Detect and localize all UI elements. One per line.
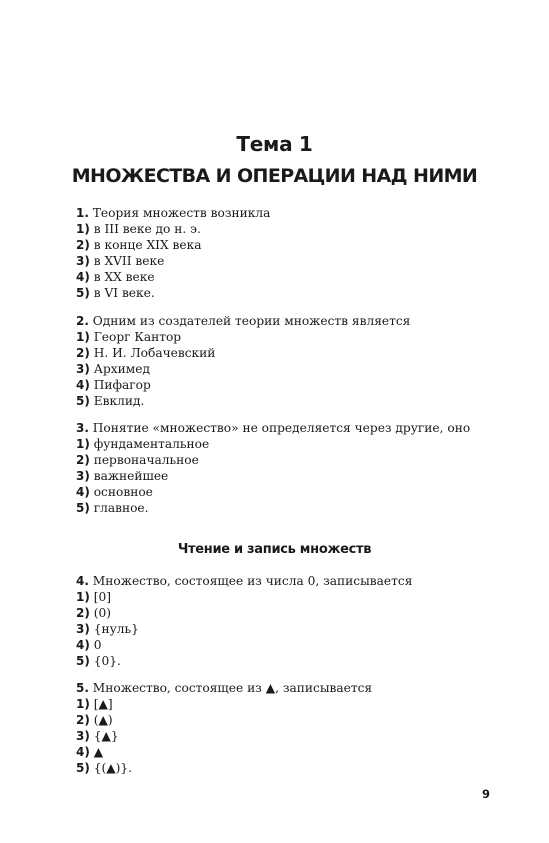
answer-option	[76, 285, 476, 301]
question-text: Множество, состоящее из ▲, записывается	[92, 681, 373, 695]
topic-number: Тема 1	[236, 132, 313, 156]
question-number: 2.	[76, 314, 89, 328]
answer-option	[76, 393, 476, 409]
question-text: Теория множеств возникла	[92, 206, 271, 220]
option-text: {нуль}	[93, 622, 139, 636]
option-text: основное	[93, 485, 153, 499]
answer-option	[76, 221, 476, 237]
option-text: Н. И. Лобачевский	[93, 346, 216, 360]
option-number: 4)	[76, 638, 90, 652]
answer-option	[76, 269, 476, 285]
option-text: первоначальное	[93, 453, 199, 467]
question-number: 3.	[76, 421, 89, 435]
answer-option	[76, 589, 476, 605]
option-text: [0]	[93, 590, 111, 604]
option-text: [▲]	[93, 697, 113, 711]
option-text: Георг Кантор	[93, 330, 182, 344]
answer-option	[76, 436, 476, 452]
answer-option	[76, 760, 476, 776]
option-number: 4)	[76, 378, 90, 392]
option-text: главное.	[93, 501, 149, 515]
question-stem	[76, 205, 476, 221]
option-text: {▲}	[93, 729, 119, 743]
answer-option	[76, 237, 476, 253]
option-text: Архимед	[93, 362, 150, 376]
answer-option	[76, 696, 476, 712]
option-text: {0}.	[93, 654, 121, 668]
option-number: 2)	[76, 606, 90, 620]
answer-option	[76, 361, 476, 377]
option-number: 5)	[76, 654, 90, 668]
option-number: 3)	[76, 622, 90, 636]
option-number: 4)	[76, 485, 90, 499]
question-number: 1.	[76, 206, 89, 220]
option-text: фундаментальное	[93, 437, 210, 451]
answer-option	[76, 345, 476, 361]
option-number: 2)	[76, 453, 90, 467]
question-stem	[76, 420, 476, 436]
option-number: 3)	[76, 254, 90, 268]
answer-option	[76, 712, 476, 728]
option-number: 2)	[76, 238, 90, 252]
section-title: Чтение и запись множеств	[177, 542, 372, 557]
answer-option	[76, 653, 476, 669]
answer-option	[76, 637, 476, 653]
option-number: 1)	[76, 437, 90, 451]
answer-option	[76, 452, 476, 468]
answer-option	[76, 253, 476, 269]
page-number: 9	[482, 787, 491, 801]
answer-option	[76, 744, 476, 760]
answer-option	[76, 484, 476, 500]
option-text: в III веке до н. э.	[93, 222, 201, 236]
option-number: 1)	[76, 222, 90, 236]
question-stem	[76, 313, 476, 329]
option-number: 1)	[76, 590, 90, 604]
question-number: 4.	[76, 574, 89, 588]
option-text: в XX веке	[93, 270, 155, 284]
answer-option	[76, 468, 476, 484]
question-text: Одним из создателей теории множеств является	[92, 314, 411, 328]
question-1	[76, 205, 476, 301]
option-number: 3)	[76, 469, 90, 483]
option-number: 5)	[76, 286, 90, 300]
option-text: Пифагор	[93, 378, 151, 392]
option-number: 5)	[76, 501, 90, 515]
question-number: 5.	[76, 681, 89, 695]
question-text: Множество, состоящее из числа 0, записывается	[92, 574, 413, 588]
question-3	[76, 420, 476, 516]
answer-option	[76, 329, 476, 345]
option-number: 3)	[76, 729, 90, 743]
answer-option	[76, 377, 476, 393]
option-number: 1)	[76, 330, 90, 344]
answer-option	[76, 728, 476, 744]
option-number: 2)	[76, 713, 90, 727]
option-number: 5)	[76, 394, 90, 408]
option-text: {(▲)}.	[93, 761, 132, 775]
question-text: Понятие «множество» не определяется через другие, оно	[92, 421, 471, 435]
answer-option	[76, 621, 476, 637]
option-text: в VI веке.	[93, 286, 155, 300]
option-text: в XVII веке	[93, 254, 165, 268]
option-text: ▲	[93, 745, 104, 759]
option-number: 2)	[76, 346, 90, 360]
option-number: 5)	[76, 761, 90, 775]
option-number: 4)	[76, 270, 90, 284]
question-5	[76, 680, 476, 776]
topic-title: МНОЖЕСТВА И ОПЕРАЦИИ НАД НИМИ	[71, 165, 478, 187]
answer-option	[76, 605, 476, 621]
option-number: 1)	[76, 697, 90, 711]
option-text: Евклид.	[93, 394, 145, 408]
option-text: 0	[93, 638, 102, 652]
question-4	[76, 573, 476, 669]
option-text: в конце XIX века	[93, 238, 202, 252]
answer-option	[76, 500, 476, 516]
option-text: (▲)	[93, 713, 113, 727]
option-number: 4)	[76, 745, 90, 759]
question-stem	[76, 573, 476, 589]
question-2	[76, 313, 476, 409]
option-text: (0)	[93, 606, 111, 620]
question-stem	[76, 680, 476, 696]
option-text: важнейшее	[93, 469, 169, 483]
option-number: 3)	[76, 362, 90, 376]
